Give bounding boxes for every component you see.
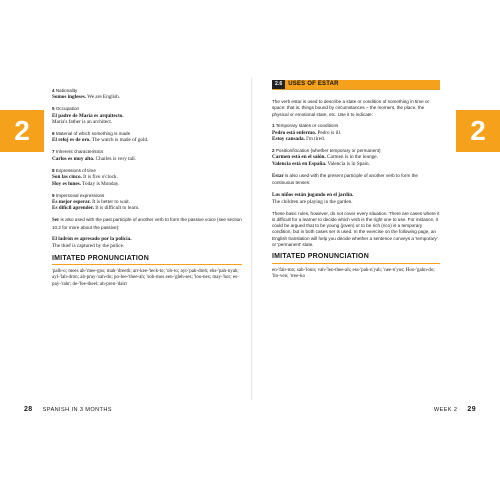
example-line <box>52 119 242 126</box>
example-spanish: Estoy cansada. <box>272 136 305 143</box>
usage-number: 9 <box>52 192 55 198</box>
example-spanish: Hoy es lunes. <box>52 180 81 187</box>
estar-continuous-text: is also used with the present participle of another verb to form the continuous tenses: <box>272 173 418 186</box>
usage-number: 4 <box>52 88 55 93</box>
footer-right <box>434 406 476 413</box>
continuous-example-spanish: Los niños están jugando en el jardín. <box>272 192 354 199</box>
imitated-pronunciation-heading-right: IMITATED PRONUNCIATION <box>272 254 440 263</box>
usage-label: Temporary states or conditions <box>275 123 339 129</box>
usage-block <box>52 149 242 162</box>
estar-word: Estar <box>272 174 284 180</box>
section-heading <box>272 80 440 90</box>
chapter-tab-right: 2 <box>456 110 500 152</box>
example-english: We are English. <box>87 94 121 101</box>
usage-block <box>52 106 242 125</box>
example-line <box>272 130 440 137</box>
imitated-pronunciation-heading-left: IMITATED PRONUNCIATION <box>52 256 242 265</box>
example-english: Charles is very tall. <box>95 155 137 162</box>
example-english: The watch is made of gold. <box>91 137 149 144</box>
chapter-tab-left: 2 <box>0 110 44 152</box>
section-number: 2.6 <box>272 80 285 89</box>
right-page <box>254 78 486 400</box>
usage-label: Expressions of time <box>55 167 96 173</box>
example-spanish: Es difícil aprender. <box>52 205 94 212</box>
ser-passive-text: is also used with the past participle of another verb to form the passive voice (see section 10.2 for more about the passive): <box>52 217 242 230</box>
example-line <box>272 161 440 168</box>
left-page-number: 28 <box>24 406 33 413</box>
left-page-content <box>52 88 242 288</box>
example-line <box>272 136 440 143</box>
usage-number: 7 <box>52 149 55 155</box>
example-english: Valencia is in Spain. <box>327 161 370 168</box>
usage-block <box>52 88 242 101</box>
usage-label: Inherent characteristics <box>55 149 104 155</box>
example-english: Today is Monday. <box>82 180 120 187</box>
example-english: Pedro is ill. <box>317 129 342 136</box>
rules-paragraph: These basic rules, however, do not cover every situation. There are cases where it is difficult for a learner to decide which verb is the right one to use. For instance, it could be argued that to be young (joven) or to be rich (rico) is a temporary condition, but in both cases ser is used. In the exercise on the following page, an English translation will help you decide whether a sentence conveys a 'temporary' or 'permanent' state. <box>272 210 440 248</box>
example-spanish: Valencia está en España. <box>272 161 327 168</box>
passive-example <box>52 236 242 249</box>
usage-number: 2 <box>272 148 275 154</box>
left-page <box>14 78 250 400</box>
example-spanish: Son las cinco. <box>52 174 82 181</box>
imitated-pronunciation-text-left: 'palh-o; mees ah-'mee-gos; mah-'dreeth; arr-kee-'teck-to; 'oh-ro; ayl-'pah-dreh; ehs-'pah-nyah; ayl-'lah-dron; ah-pray-'sah-do; po-lee-'thee-ah; 'soh-mos een-'gleh-ses; 'loo-nes; may-'hor; es-pay-'rahr; de-'fee-theel; ah-pren-'dairr <box>52 268 239 287</box>
usage-number: 8 <box>52 167 55 173</box>
usage-label: Impersonal expressions <box>55 192 105 198</box>
passive-example-spanish: El ladrón es apresado por la policía. <box>52 236 132 243</box>
example-english: I'm tired. <box>306 136 325 143</box>
usage-label: Nationality <box>55 88 78 93</box>
ser-passive-paragraph <box>52 217 242 231</box>
right-page-content <box>272 80 440 281</box>
imitated-pronunciation-text-right: en-'fair-mo; sah-'lonn; vah-'len-thee-ah; ess-'pah-n'yah; 'nee-n'yos; Hoo-'gahn-do; 'llo-ven; 'rree-ko <box>272 267 435 280</box>
passive-example-english: The thief is captured by the police. <box>52 243 125 250</box>
example-line <box>52 94 242 101</box>
usage-number: 6 <box>52 131 55 137</box>
usage-number: 5 <box>52 106 55 112</box>
example-spanish: Es mejor esperar. <box>52 198 91 205</box>
example-spanish: Pedro está enfermo. <box>272 129 317 136</box>
example-spanish: El reloj es de oro. <box>52 137 91 144</box>
book-title: SPANISH IN 3 MONTHS <box>42 406 112 413</box>
week-label: WEEK 2 <box>433 406 458 413</box>
example-spanish: El padre de María es arquitecto. <box>52 112 124 119</box>
example-english: Maria's father is an architect. <box>52 119 113 126</box>
usage-label: Material of which something is made <box>55 131 131 137</box>
example-english: It is five o'clock. <box>83 174 118 181</box>
example-english: Carmen is in the lounge. <box>327 154 378 161</box>
usage-label: Position/location (whether temporary or permanent) <box>275 148 381 154</box>
example-english: It is difficult to learn. <box>95 205 140 212</box>
example-spanish: Carlos es muy alto. <box>52 155 95 162</box>
example-line <box>52 181 242 188</box>
usage-number: 1 <box>272 123 275 129</box>
example-line <box>52 174 242 181</box>
usage-block <box>52 168 242 187</box>
ser-word: Ser <box>52 218 60 224</box>
example-spanish: Carmen está en el salón. <box>272 154 326 161</box>
right-page-number: 29 <box>467 406 476 413</box>
section-title: USES OF ESTAR <box>285 80 440 89</box>
usage-block <box>52 131 242 144</box>
continuous-example <box>272 192 440 205</box>
footer-left <box>24 406 112 413</box>
example-line <box>52 156 242 163</box>
example-line <box>272 154 440 161</box>
usage-block <box>272 148 440 167</box>
example-line <box>52 205 242 212</box>
left-blocks <box>52 88 242 212</box>
right-blocks <box>272 123 440 167</box>
usage-label: Occupation <box>55 106 80 112</box>
example-line <box>52 137 242 144</box>
example-english: It is better to wait. <box>92 198 130 205</box>
gutter-divider <box>251 78 252 400</box>
continuous-example-english: The children are playing in the garden. <box>272 198 353 205</box>
usage-block <box>272 123 440 142</box>
estar-intro: The verb estar is used to describe a state or condition of something in time or space: that is, things bound by circumstances – the moment, the place, the physical or emotional state, etc. Use it to indicate: <box>272 99 430 117</box>
estar-continuous-paragraph <box>272 173 440 187</box>
page-footer <box>22 400 478 420</box>
book-spread <box>14 78 486 420</box>
example-spanish: Somos ingleses. <box>52 94 87 101</box>
usage-block <box>52 193 242 212</box>
